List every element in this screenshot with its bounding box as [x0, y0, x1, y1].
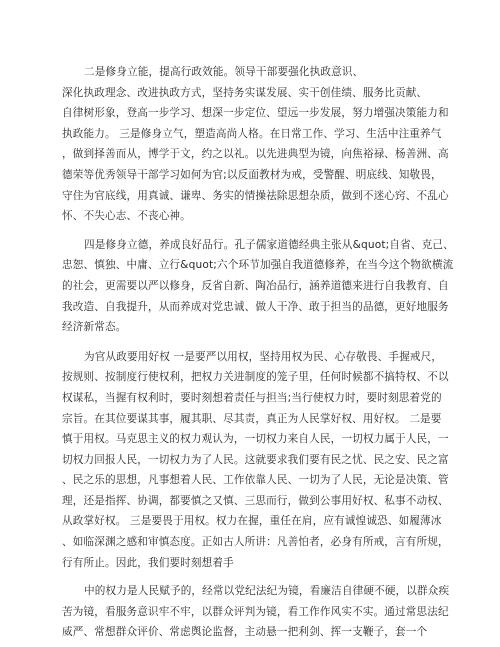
paragraph-4-line-1: 中的权力是人民赋予的，经常以党纪法纪为镜，看廉洁自律硬不硬，以群众疾	[84, 585, 450, 598]
paragraph-3-line-8: 理，还是指挥、协调，都要慎之又慎、三思而行，做到公事用好权、私事不动权、	[62, 494, 449, 507]
paragraph-1-line-4: 执政能力。 三是修身立气，塑造高尚人格。在日常工作、学习、生活中注重养气	[62, 127, 442, 140]
paragraph-1-line-8: 怀、不失心志、不丧心神。	[62, 210, 191, 223]
paragraph-3-line-2: 按规则、按制度行使权利，把权力关进制度的笼子里，任何时候都不搞特权、不以	[62, 371, 449, 384]
paragraph-1-line-2: 深化执政理念、改进执政方式，坚持务实谋发展、实干创佳绩、服务比贡献、	[62, 86, 428, 99]
paragraph-3-line-7: 、民之乐的思想，凡事想着人民、工作依靠人民、一切为了人民，无论是决策、管	[62, 474, 449, 487]
paragraph-spacer	[62, 338, 446, 347]
paragraph-4	[62, 581, 450, 643]
paragraph-4-line-2: 苦为镜，看服务意识牢不牢，以群众评判为镜，看工作作风实不实。通过常思法纪	[62, 605, 449, 618]
paragraph-2-line-2: 忠恕、慎独、中庸、立行&quot;六个环节加强自我道德修养，在当今这个物欲横流	[62, 259, 454, 272]
paragraph-1-line-1: 二是修身立能，提高行政效能。领导干部要强化执政意识、	[84, 66, 364, 78]
paragraph-3-line-1: 为官从政要用好权 一是要严以用权，坚持用权为民、心存敬畏、手握戒尺，	[84, 350, 443, 363]
paragraph-2	[62, 235, 454, 338]
paragraph-3	[62, 347, 449, 574]
paragraph-3-line-5: 慎于用权。马克思主义的权力观认为，一切权力来自人民，一切权力属于人民，一	[62, 433, 449, 446]
paragraph-spacer	[62, 573, 446, 581]
paragraph-2-line-5: 经济新常态。	[62, 321, 127, 334]
paragraph-2-line-4: 我改造、自我提升，从而养成对党忠诚、做人干净、敢于担当的品德，更好地服务	[62, 300, 449, 313]
paragraph-2-line-3: 的社会，更需要以严以修身，反省自新、陶冶品行，涵养道德来进行自我教育、自	[62, 279, 449, 292]
paragraph-3-line-6: 切权力回报人民，一切权力为了人民。这就要求我们要有民之忧、民之安、民之富	[62, 453, 449, 466]
paragraph-1-line-3: 自律树形象，登高一步学习、想深一步定位、望远一步发展，努力增强决策能力和	[62, 107, 449, 120]
paragraph-1-line-7: 守住为官底线，用真诚、谦卑、务实的情操祛除思想杂质，做到不迷心窍、不乱心	[62, 189, 449, 202]
paragraph-1-line-5: ，做到择善而从，博学于文，约之以礼。以先进典型为镜，向焦裕禄、杨善洲、高	[62, 148, 449, 161]
paragraph-3-line-3: 权谋私，当握有权利时，要时刻想着责任与担当;当行使权力时，要时刻思着党的	[62, 391, 442, 404]
paragraph-1-line-6: 德荣等优秀领导干部学习如何为官;以反面教材为戒，受警醒、明底线、知敬畏，	[62, 168, 442, 181]
paragraph-3-line-10: 、如临深渊之感和审慎态度。正如古人所讲：凡善怕者，必身有所戒，言有所规，	[62, 536, 449, 549]
paragraph-3-line-4: 宗旨。在其位要谋其事，履其职、尽其责，真正为人民掌好权、用好权。 二是要	[62, 412, 442, 425]
paragraph-3-line-9: 从政掌好权。 三是要畏于用权。权力在握，重任在肩，应有诚惶诚恐、如履薄冰	[62, 515, 442, 528]
paragraph-2-line-1: 四是修身立德，养成良好品行。孔子儒家道德经典主张从&quot;自省、克己、	[84, 238, 454, 251]
paragraph-spacer	[62, 227, 446, 235]
paragraph-4-line-3: 威严、常想群众评价、常虑舆论监督，主动悬一把利剑、挥一支鞭子，套一个	[62, 626, 428, 639]
paragraph-1	[62, 62, 449, 227]
paragraph-3-line-11: 行有所止。因此，我们要时刻想着手	[62, 556, 234, 569]
